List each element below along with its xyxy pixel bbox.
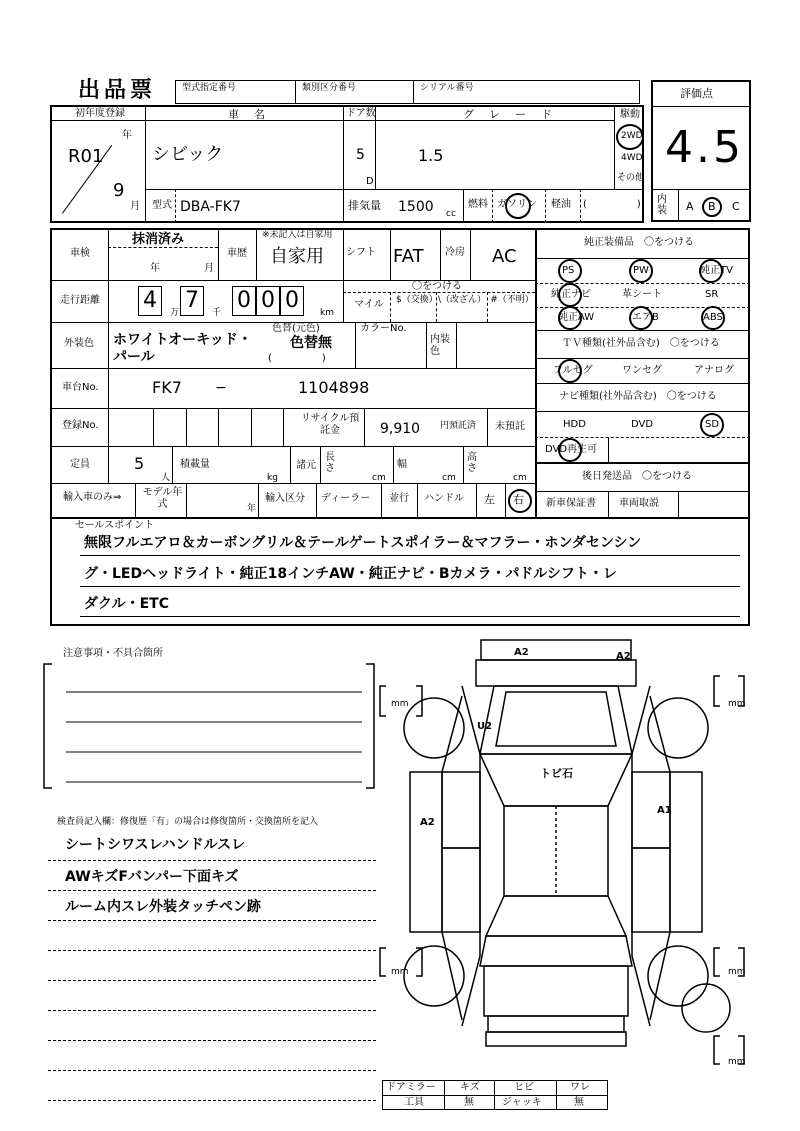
equip-abs-circle <box>701 306 725 330</box>
chassis-value: 1104898 <box>298 378 370 397</box>
caution-label: 注意事項・不具合箇所 <box>63 648 163 659</box>
year-unit: 年 <box>122 130 132 141</box>
equip-pw: PW <box>633 265 649 276</box>
equip-airbag: エアB <box>632 312 659 323</box>
handle-label: ハンドル <box>424 493 464 504</box>
model-year-unit: 年 <box>247 504 257 514</box>
mm-rear-left: mm <box>391 967 409 977</box>
width-unit: cm <box>442 473 456 483</box>
import-label: 輸入車のみ⇒ <box>63 492 122 503</box>
equip-nav: 純正ナビ <box>551 289 591 300</box>
docs-warranty: 新車保証書 <box>546 498 596 509</box>
shift-label: シフト <box>346 247 376 258</box>
month-unit: 月 <box>130 201 140 212</box>
equip-airbag-circle <box>629 306 653 330</box>
mark-left-fender: U2 <box>477 721 493 732</box>
legend-r4: 無 <box>574 1097 584 1108</box>
inspector-label: 検査員記入欄：修復歴「有」の場合は修復箇所・交換箇所を記入 <box>57 817 319 827</box>
grade-value: 1.5 <box>418 146 444 165</box>
first-reg-label: 初年度登録 <box>75 108 125 119</box>
legend-r1: 工具 <box>404 1097 424 1108</box>
fuel-gasoline-circle <box>505 193 531 219</box>
interior-grade-c: C <box>732 200 740 213</box>
inspection-value: 抹消済み <box>132 232 185 247</box>
length-unit: cm <box>372 473 386 483</box>
doors-suffix: D <box>366 176 374 187</box>
load-unit: kg <box>267 473 278 483</box>
color-change-label: 色替(元色) <box>272 323 320 334</box>
displacement-value: 1500 <box>398 199 434 215</box>
mm-spare: mm <box>728 1057 746 1067</box>
equip-sr: SR <box>705 289 719 300</box>
interior-grade-b: B <box>708 200 716 213</box>
mark-left-door: A2 <box>420 817 435 828</box>
mileage-label: 走行距離 <box>60 295 100 306</box>
nav-title: ナビ種類(社外品含む) 〇をつける <box>559 391 717 402</box>
tv-oneseg: ワンセグ <box>622 365 662 376</box>
handle-right: 右 <box>513 493 524 506</box>
inspection-month-unit: 月 <box>204 263 214 274</box>
height-unit: cm <box>513 473 527 483</box>
legend-r2: 無 <box>464 1097 474 1108</box>
fuel-paren: ( ) <box>583 199 641 210</box>
dvd-play-circle <box>558 438 582 462</box>
mark-windshield: トビ石 <box>540 767 573 780</box>
handle-right-circle <box>508 489 532 513</box>
chassis-prefix: FK7 <box>152 378 182 397</box>
nav-sd-circle <box>700 413 724 437</box>
serial-label: シリアル番号 <box>420 83 474 93</box>
tv-fullseg-circle <box>558 359 582 383</box>
fuel-gasoline: ガソリン <box>497 199 537 210</box>
recycle-not: 未預託 <box>495 421 525 432</box>
capacity-label: 定員 <box>70 459 90 470</box>
chassis-label: 車台No. <box>62 382 99 393</box>
mileage-digit-5: 0 <box>280 286 304 316</box>
rating-value: 4.5 <box>665 122 744 173</box>
mileage-altered: \（改ざん） <box>437 295 487 305</box>
color-change-value: 色替無 <box>290 335 332 351</box>
dvd-play: DVD再生可 <box>545 444 598 455</box>
legend-h2: キズ <box>460 1082 480 1093</box>
drive-other: その他 <box>617 173 645 183</box>
mileage-unknown: #（不明） <box>490 295 534 305</box>
nav-sd: SD <box>705 419 720 430</box>
mm-front-right: mm <box>728 699 746 709</box>
mm-front-left: mm <box>391 699 409 709</box>
equip-tv-circle <box>699 259 723 283</box>
id-boxes <box>175 80 640 104</box>
drive-2wd: 2WD <box>621 131 643 141</box>
doors-label: ドア数 <box>346 108 376 119</box>
tv-title: ＴＶ種類(社外品含む) 〇をつける <box>562 338 720 349</box>
docs-manual: 車両取説 <box>619 498 659 509</box>
inspector-line-3: ルーム内スレ外装タッチペン跡 <box>65 899 261 915</box>
mileage-digit-1: 4 <box>138 286 162 316</box>
history-value: 自家用 <box>270 246 324 267</box>
equip-ps: PS <box>562 265 575 276</box>
drive-2wd-circle <box>616 124 644 150</box>
legend-h1: ドアミラー <box>386 1082 436 1093</box>
tv-analog: アナログ <box>694 365 734 376</box>
equip-pw-circle <box>629 259 653 283</box>
first-reg-year: R01 <box>68 146 104 167</box>
sheet-title: 出品票 <box>78 78 157 103</box>
width-label: 幅 <box>397 459 407 470</box>
legend-h4: ワレ <box>570 1082 590 1093</box>
model-year-label: モデル年式 <box>142 487 183 510</box>
mileage-sen-unit: 千 <box>212 308 222 318</box>
length-label: 長さ <box>325 452 335 474</box>
doors-value: 5 <box>356 147 365 163</box>
interior-grade-a: A <box>686 200 694 213</box>
handle-left: 左 <box>484 493 495 506</box>
mileage-digit-2: 7 <box>180 286 204 316</box>
color-value: ホワイトオーキッド・パール <box>113 332 252 365</box>
mm-rear-right: mm <box>728 967 746 977</box>
mark-front-bumper: A2 <box>514 647 529 658</box>
grade-label: グ レ ー ド <box>463 108 554 121</box>
mileage-km-unit: km <box>320 308 334 318</box>
import-parallel: 並行 <box>389 493 409 504</box>
interior-color-label: 内装色 <box>430 334 450 357</box>
mileage-digit-4: 0 <box>256 286 280 316</box>
inspector-line-2: AWキズFバンパー下面キズ <box>65 869 239 885</box>
ac-label: 冷房 <box>445 247 465 258</box>
history-label: 車歴 <box>227 248 247 259</box>
equip-leather: 革シート <box>622 289 662 300</box>
inspection-year-unit: 年 <box>150 263 160 274</box>
mile-label: マイル <box>354 299 384 310</box>
mileage-exchange: $（交換） <box>396 295 438 305</box>
displacement-unit: cc <box>446 209 456 219</box>
regno-label: 登録No. <box>62 420 99 431</box>
model-label: 型式 <box>152 200 172 211</box>
load-label: 積載量 <box>180 459 210 470</box>
legend-h3: ヒビ <box>514 1082 534 1093</box>
rating-label: 評価点 <box>680 87 713 100</box>
color-label: 外装色 <box>64 338 94 349</box>
color-change-paren: ( ) <box>268 353 326 364</box>
sales-line-2: グ・LEDヘッドライト・純正18インチAW・純正ナビ・Bカメラ・パドルシフト・レ <box>84 566 617 582</box>
equip-tv: 純正TV <box>700 265 733 276</box>
chassis-dash: − <box>215 380 227 396</box>
mark-right-door: A1 <box>657 805 672 816</box>
equip-ps-circle <box>558 259 582 283</box>
model-value: DBA-FK7 <box>180 199 241 215</box>
caution-box <box>40 656 380 796</box>
mileage-circle-note: 〇をつける <box>412 281 462 292</box>
docs-title: 後日発送品 〇をつける <box>582 471 692 482</box>
height-label: 高さ <box>467 452 477 474</box>
inspector-line-1: シートシワスレハンドルスレ <box>65 837 246 853</box>
model-id-label: 型式指定番号 <box>182 83 237 93</box>
history-note: ※未記入は自家用 <box>262 230 333 240</box>
equipment-title: 純正装備品 〇をつける <box>584 237 694 248</box>
ac-value: AC <box>492 246 517 267</box>
fuel-label: 燃料 <box>468 199 488 210</box>
sales-label: セールスポイント <box>75 520 155 531</box>
capacity-value: 5 <box>134 454 145 473</box>
class-id-label: 類別区分番号 <box>302 83 357 93</box>
sales-line-1: 無限フルエアロ＆カーボングリル＆テールゲートスポイラー＆マフラー・ホンダセンシン <box>84 535 642 551</box>
mark-front-bumper-2: A2 <box>616 651 631 662</box>
shift-value: FAT <box>393 246 424 267</box>
tv-fullseg: フルセグ <box>553 365 593 376</box>
dims-label: 諸元 <box>296 460 316 471</box>
drive-label: 駆動 <box>620 109 640 120</box>
equip-aw: 純正AW <box>558 312 595 323</box>
nav-hdd: HDD <box>563 419 586 430</box>
capacity-unit: 人 <box>161 473 171 483</box>
recycle-label: リサイクル預託金 <box>300 413 360 436</box>
mileage-digit-3: 0 <box>232 286 256 316</box>
equip-abs: ABS <box>703 312 723 323</box>
car-damage-diagram <box>376 636 756 1076</box>
car-name-value: シビック <box>152 144 224 165</box>
color-no-label: カラーNo. <box>360 323 407 334</box>
import-class-label: 輸入区分 <box>265 493 305 504</box>
interior-grade-label: 内装 <box>657 194 667 216</box>
first-reg-month: 9 <box>113 180 125 201</box>
legend-r3: ジャッキ <box>502 1097 542 1108</box>
nav-dvd: DVD <box>631 419 654 430</box>
car-name-label: 車 名 <box>228 108 267 121</box>
mileage-man-unit: 万 <box>170 308 180 318</box>
equip-nav-circle <box>558 283 582 307</box>
inspection-label: 車検 <box>70 248 90 259</box>
interior-grade-b-circle <box>702 197 722 217</box>
import-dealer: ディーラー <box>321 493 371 504</box>
displacement-label: 排気量 <box>348 199 381 212</box>
equip-aw-circle <box>558 306 582 330</box>
fuel-light-oil: 軽油 <box>551 199 571 210</box>
recycle-unit: 円預託済 <box>440 421 477 431</box>
drive-4wd: 4WD <box>621 153 643 163</box>
sales-line-3: ダクル・ETC <box>84 596 169 612</box>
recycle-value: 9,910 <box>380 421 421 437</box>
